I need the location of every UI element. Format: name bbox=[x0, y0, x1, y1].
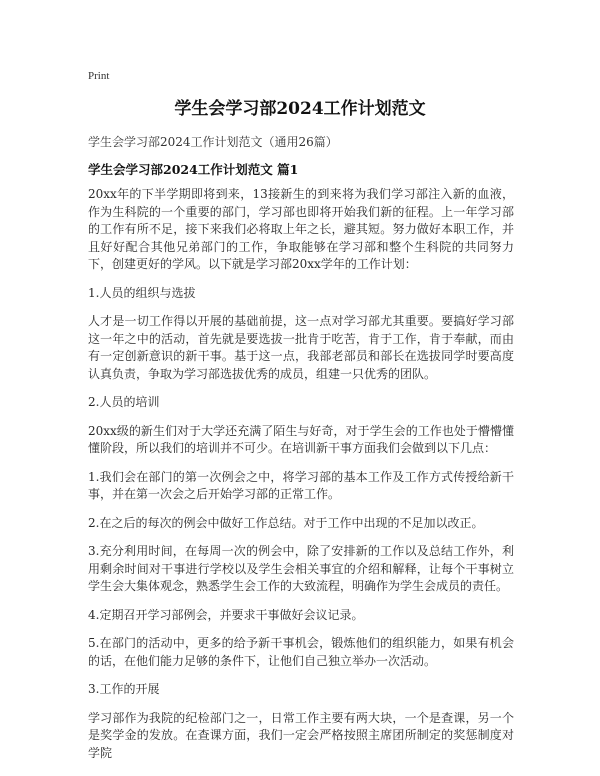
training-item-2: 2.在之后的每次的例会中做好工作总结。对于工作中出现的不足加以改正。 bbox=[88, 515, 484, 530]
paragraph-training: 20xx级的新生们对于大学还充满了陌生与好奇，对于学生会的工作也处于懵懵懂懂阶段，所以我们的培训并不可少。在培训新干事方面我们会做到以下几点： bbox=[88, 423, 514, 455]
training-item-5: 5.在部门的活动中，更多的给予新干事机会，锻炼他们的组织能力，如果有机会的话，在他们能力足够的条件下，让他们自己独立举办一次活动。 bbox=[88, 636, 514, 668]
print-label: Print bbox=[88, 70, 110, 82]
document-body bbox=[88, 186, 514, 773]
training-item-1: 1.我们会在部门的第一次例会之中，将学习部的基本工作及工作方式传授给新干事，并在第一次会之后开始学习部的正常工作。 bbox=[88, 469, 514, 501]
heading-training: 2.人员的培训 bbox=[88, 395, 160, 409]
heading-work-development: 3.工作的开展 bbox=[88, 682, 160, 696]
training-item-3: 3.充分利用时间，在每周一次的例会中，除了安排新的工作以及总结工作外，利用剩余时间对干事进行学校以及学生会相关事宜的介绍和解释，让每个干事树立学生会大集体观念，熟悉学生会工作的大致流程，明确作为学生会成员的责任。 bbox=[88, 544, 514, 593]
document-title: 学生会学习部2024工作计划范文 bbox=[174, 99, 426, 119]
paragraph-work-development: 学习部作为我院的纪检部门之一，日常工作主要有两大块，一个是查课，另一个是奖学金的发放。在查课方面，我们一定会严格按照主席团所制定的奖惩制度对学院 bbox=[88, 710, 514, 760]
heading-personnel-selection: 1.人员的组织与选拔 bbox=[88, 285, 196, 300]
training-item-4: 4.定期召开学习部例会，并要求干事做好会议记录。 bbox=[88, 607, 364, 622]
intro-paragraph: 20xx年的下半学期即将到来，13接新生的到来将为我们学习部注入新的血液，作为生科院的一个重要的部门，学习部也即将开始我们新的征程。上一年学习部的工作有所不足，接下来我们必将取上年之长，避其短。努力做好本职工作，并且好好配合其他兄弟部门的工作，争取能够在学习部和整个生科院的共同努力下，创建更好的学风。以下就是学习部20xx学年的工作计划： bbox=[88, 187, 514, 271]
section-heading: 学生会学习部2024工作计划范文 篇1 bbox=[88, 162, 299, 177]
paragraph-personnel-selection: 人才是一切工作得以开展的基础前提，这一点对学习部尤其重要。要搞好学习部这一年之中的活动，首先就是要选拔一批肯于吃苦，肯于工作，肯于奉献，而由有一定创新意识的新干事。基于这一点，我部老部员和部长在选拔同学时要高度认真负责，争取为学习部选拔优秀的成员，组建一只优秀的团队。 bbox=[88, 314, 514, 381]
document-subtitle: 学生会学习部2024工作计划范文（通用26篇） bbox=[88, 135, 338, 149]
